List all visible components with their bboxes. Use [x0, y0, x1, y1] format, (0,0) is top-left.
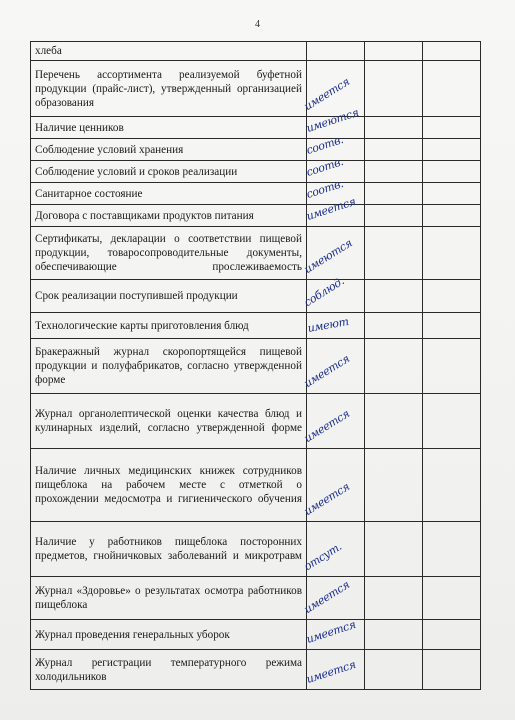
criterion-cell: Наличие у работников пищеблока посторонних предметов, гнойничковых заболеваний и микротравм	[31, 522, 307, 577]
empty-cell	[365, 280, 423, 313]
mark-cell	[301, 577, 365, 620]
criterion-cell: Журнал органолептической оценки качества блюд и кулинарных изделий, согласно утвержденной форме	[31, 394, 307, 449]
criterion-cell: Соблюдение условий хранения	[31, 139, 307, 161]
empty-cell	[423, 577, 481, 620]
empty-cell	[365, 205, 423, 227]
empty-cell	[365, 42, 423, 61]
table-row	[31, 280, 481, 313]
criterion-cell: Санитарное состояние	[31, 183, 307, 205]
empty-cell	[365, 313, 423, 339]
handwritten-mark: имеется	[304, 658, 358, 687]
handwritten-mark: имеется	[301, 407, 352, 446]
handwritten-mark: соотв.	[304, 133, 345, 158]
table-row	[31, 449, 481, 522]
table-row	[31, 42, 481, 61]
criterion-cell: Технологические карты приготовления блюд	[31, 313, 307, 339]
criterion-cell: Бракеражный журнал скоропортящейся пищевой продукции и полуфабрикатов, согласно утвержденной форме	[31, 339, 307, 394]
mark-cell	[301, 522, 365, 577]
table-row	[31, 313, 481, 339]
handwritten-mark: соотв.	[304, 177, 345, 202]
criterion-cell: Сертификаты, декларации о соответствии пищевой продукции, товаросопроводительные документы, обеспечивающие прослеживаемость	[31, 227, 307, 280]
table-row	[31, 339, 481, 394]
table-row	[31, 117, 481, 139]
criterion-cell: Журнал регистрации температурного режима холодильников	[31, 650, 307, 690]
empty-cell	[423, 620, 481, 650]
criterion-cell: Соблюдение условий и сроков реализации	[31, 161, 307, 183]
mark-cell	[307, 42, 365, 61]
checklist-table	[30, 41, 481, 690]
empty-cell	[365, 650, 423, 690]
empty-cell	[423, 42, 481, 61]
mark-cell	[304, 650, 365, 690]
criterion-cell: Журнал проведения генеральных уборок	[31, 620, 307, 650]
handwritten-mark: имеются	[301, 236, 355, 277]
handwritten-mark: имеют	[306, 315, 350, 336]
mark-cell	[301, 449, 365, 522]
criterion-cell: Договора с поставщиками продуктов питания	[31, 205, 307, 227]
handwritten-mark: имеется	[301, 75, 352, 114]
mark-cell	[307, 313, 365, 339]
mark-cell	[304, 195, 365, 227]
table-row	[31, 227, 481, 280]
handwritten-mark: соблюд.	[301, 274, 347, 310]
empty-cell	[365, 139, 423, 161]
empty-cell	[365, 449, 423, 522]
table-row	[31, 183, 481, 205]
handwritten-mark: соотв.	[304, 155, 345, 180]
criterion-cell: Перечень ассортимента реализуемой буфетной продукции (прайс-лист), утвержденный организацией образования	[31, 61, 307, 117]
empty-cell	[365, 183, 423, 205]
table-row	[31, 522, 481, 577]
mark-cell	[301, 227, 365, 280]
empty-cell	[423, 650, 481, 690]
mark-cell	[301, 339, 365, 394]
empty-cell	[423, 205, 481, 227]
empty-cell	[365, 620, 423, 650]
table-row	[31, 650, 481, 690]
handwritten-mark: имеются	[304, 106, 361, 136]
empty-cell	[423, 227, 481, 280]
empty-cell	[365, 161, 423, 183]
handwritten-mark: отсут.	[301, 540, 344, 574]
mark-cell	[304, 618, 365, 650]
empty-cell	[423, 139, 481, 161]
empty-cell	[365, 394, 423, 449]
table-row	[31, 620, 481, 650]
handwritten-mark: имеется	[301, 578, 352, 617]
table-row	[31, 61, 481, 117]
empty-cell	[423, 117, 481, 139]
empty-cell	[365, 117, 423, 139]
empty-cell	[423, 522, 481, 577]
criterion-cell: Журнал «Здоровье» о результатах осмотра работников пищеблока	[31, 577, 307, 620]
table-row	[31, 139, 481, 161]
empty-cell	[423, 339, 481, 394]
table-row	[31, 577, 481, 620]
empty-cell	[423, 280, 481, 313]
handwritten-mark: имеется	[301, 480, 352, 519]
page-number: 4	[255, 19, 260, 30]
handwritten-mark: имеется	[304, 618, 358, 647]
table-row	[31, 161, 481, 183]
empty-cell	[423, 449, 481, 522]
empty-cell	[365, 339, 423, 394]
mark-cell	[301, 274, 365, 313]
empty-cell	[423, 161, 481, 183]
mark-cell	[301, 394, 365, 449]
empty-cell	[365, 522, 423, 577]
table-row	[31, 205, 481, 227]
table-row	[31, 394, 481, 449]
criterion-cell: хлеба	[31, 42, 307, 61]
empty-cell	[423, 313, 481, 339]
empty-cell	[365, 227, 423, 280]
empty-cell	[365, 61, 423, 117]
empty-cell	[423, 183, 481, 205]
handwritten-mark: имеется	[301, 352, 352, 391]
empty-cell	[423, 61, 481, 117]
criterion-cell: Срок реализации поступившей продукции	[31, 280, 307, 313]
criterion-cell: Наличие ценников	[31, 117, 307, 139]
empty-cell	[423, 394, 481, 449]
criterion-cell: Наличие личных медицинских книжек сотрудников пищеблока на рабочем месте с отметкой о прохождении медосмотра и гигиенического обучения	[31, 449, 307, 522]
handwritten-mark: имеется	[304, 195, 358, 224]
empty-cell	[365, 577, 423, 620]
